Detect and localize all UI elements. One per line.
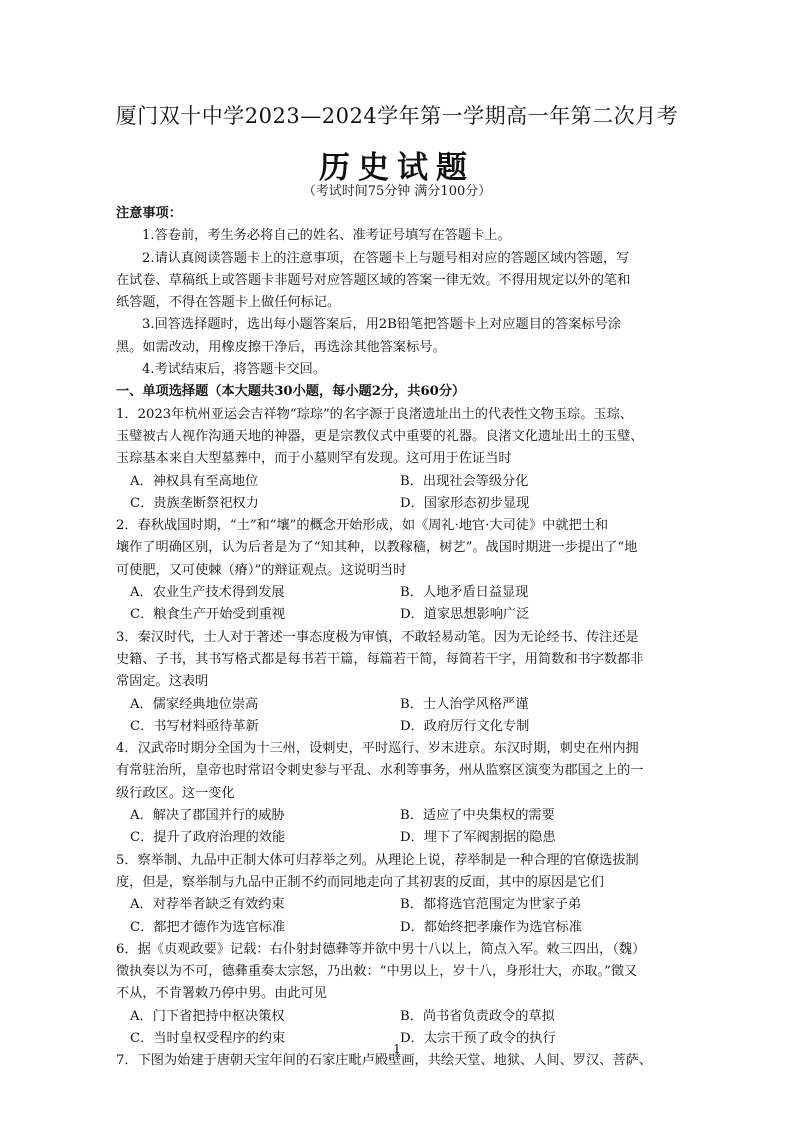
question-stem-line: 常固定。这表明 bbox=[116, 674, 209, 690]
question-stem-line: 5．察举制、九品中正制大体可归荐举之列。从理论上说，荐举制是一种合理的官僚选拔制 bbox=[116, 852, 639, 868]
question-1 bbox=[116, 404, 686, 515]
option-d: D．都始终把孝廉作为选官标准 bbox=[400, 919, 583, 935]
option-b: B．士人治学风格严谨 bbox=[400, 696, 529, 712]
option-d: D．国家形态初步显现 bbox=[400, 495, 530, 511]
notice-line: 黑。如需改动，用橡皮擦干净后，再选涂其他答案标号。 bbox=[116, 339, 446, 355]
option-b: B．出现社会等级分化 bbox=[400, 473, 529, 489]
exam-body bbox=[116, 203, 686, 1073]
subject-title: 历史试题 bbox=[319, 150, 475, 186]
option-c: C．粮食生产开始受到重视 bbox=[130, 607, 286, 623]
option-c: C．当时皇权受程序的约束 bbox=[130, 1030, 286, 1046]
question-stem-line: 玉琮基本来自大型墓葬中，而于小墓则罕有发现。这可用于佐证当时 bbox=[116, 451, 512, 467]
option-a: A．解决了郡国并行的威胁 bbox=[130, 808, 285, 824]
notice-line: 在试卷、草稿纸上或答题卡非题号对应答题区域的答案一律无效。不得用规定以外的笔和 bbox=[116, 272, 631, 288]
option-a: A．对荐举者缺乏有效约束 bbox=[130, 897, 285, 913]
question-3 bbox=[116, 627, 686, 738]
option-d: D．道家思想影响广泛 bbox=[400, 607, 530, 623]
option-c: C．书写材料亟待革新 bbox=[130, 718, 259, 734]
question-stem-line: 玉璧被古人视作沟通天地的神器，更是宗教仪式中重要的礼器。良渚文化遗址出土的玉璧、 bbox=[116, 428, 644, 444]
question-stem-line: 6．据《贞观政要》记载：右仆射封德彝等并欲中男十八以上，简点入军。敕三四出，（魏） bbox=[116, 941, 646, 957]
notice-line: 2.请认真阅读答题卡上的注意事项，在答题卡上与题号相对应的答题区域内答题，写 bbox=[142, 250, 630, 266]
question-stem-line: 可使肥，又可使棘（瘠）”的辩证观点。这说明当时 bbox=[116, 562, 407, 578]
section-heading: 一、单项选择题（本大题共30小题，每小题2分，共60分） bbox=[116, 384, 466, 400]
question-stem-line: 3．秦汉时代，士人对于著述一事态度极为审慎，不敢轻易动笔。因为无论经书、传注还是 bbox=[116, 629, 639, 645]
question-5 bbox=[116, 850, 686, 939]
notice-line: 4.考试结束后，将答题卡交回。 bbox=[142, 362, 327, 378]
notice-line: 3.回答选择题时，选出每小题答案后，用2B铅笔把答题卡上对应题目的答案标号涂 bbox=[142, 317, 622, 333]
option-a: A．门下省把持中枢决策权 bbox=[130, 1008, 285, 1024]
option-c: C．贵族垄断祭祀权力 bbox=[130, 495, 259, 511]
question-stem-line: 有常驻治所，皇帝也时常诏令刺史参与平乱、水利等事务，州从监察区演变为郡国之上的一 bbox=[116, 763, 644, 779]
question-stem-line: 2．春秋战国时期，“土”和“壤”的概念开始形成，如《周礼·地官·大司徒》中就把土和 bbox=[116, 518, 609, 534]
option-a: A．农业生产技术得到发展 bbox=[130, 585, 285, 601]
notice-line: 纸答题，不得在答题卡上做任何标记。 bbox=[116, 295, 341, 311]
option-d: D．埋下了军阀割据的隐患 bbox=[400, 830, 556, 846]
option-a: A．儒家经典地位崇高 bbox=[130, 696, 259, 712]
question-stem-line: 徵执奏以为不可，德彝重奏太宗怒，乃出敕：“中男以上，岁十八，身形壮大，亦取。”徵又 bbox=[116, 964, 638, 980]
option-b: B．人地矛盾日益显现 bbox=[400, 585, 529, 601]
option-d: D．政府厉行文化专制 bbox=[400, 718, 530, 734]
notice-line: 1.答卷前，考生务必将自己的姓名、准考证号填写在答题卡上。 bbox=[142, 228, 511, 244]
question-stem-line: 7．下图为始建于唐朝天宝年间的石家庄毗卢殿壁画，共绘天堂、地狱、人间、罗汉、菩萨、 bbox=[116, 1053, 652, 1069]
question-stem-line: 4．汉武帝时期分全国为十三州，设刺史，平时巡行、岁末进京。东汉时期，刺史在州内拥 bbox=[116, 741, 639, 757]
question-2 bbox=[116, 515, 686, 626]
question-4 bbox=[116, 738, 686, 849]
option-b: B．都将选官范围定为世家子弟 bbox=[400, 897, 582, 913]
notice-heading: 注意事项： bbox=[116, 206, 182, 221]
option-a: A．神权具有至高地位 bbox=[130, 473, 259, 489]
exam-title: 厦门双十中学2023—2024学年第一学期高一年第二次月考 bbox=[115, 104, 679, 128]
question-stem-line: 级行政区。这一变化 bbox=[116, 785, 235, 801]
option-c: C．都把才德作为选官标准 bbox=[130, 919, 286, 935]
option-c: C．提升了政府治理的效能 bbox=[130, 830, 286, 846]
page-number: 1 bbox=[393, 1042, 401, 1056]
question-6 bbox=[116, 939, 686, 1050]
exam-info: （考试时间75分钟 满分100分） bbox=[302, 184, 492, 199]
question-stem-line: 壤作了明确区别，认为后者是为了“知其种，以教稼穑，树艺”。战国时期进一步提出了“地 bbox=[116, 540, 638, 556]
question-stem-line: 不从，不肯署敕乃停中男。由此可见 bbox=[116, 986, 327, 1002]
question-stem-line: 史籍、子书，其书写格式都是每书若干篇，每篇若干简，每简若干字，用简数和书字数都非 bbox=[116, 651, 644, 667]
option-b: B．适应了中央集权的需要 bbox=[400, 808, 555, 824]
question-stem-line: 1．2023年杭州亚运会吉祥物“琮琮”的名字源于良渚遗址出土的代表性文物玉琮。玉琮、 bbox=[116, 406, 633, 422]
question-stem-line: 度，但是，察举制与九品中正制不约而同地走向了其初衷的反面，其中的原因是它们 bbox=[116, 874, 604, 890]
option-b: B．尚书省负责政令的草拟 bbox=[400, 1008, 555, 1024]
option-d: D．太宗干预了政令的执行 bbox=[400, 1030, 556, 1046]
